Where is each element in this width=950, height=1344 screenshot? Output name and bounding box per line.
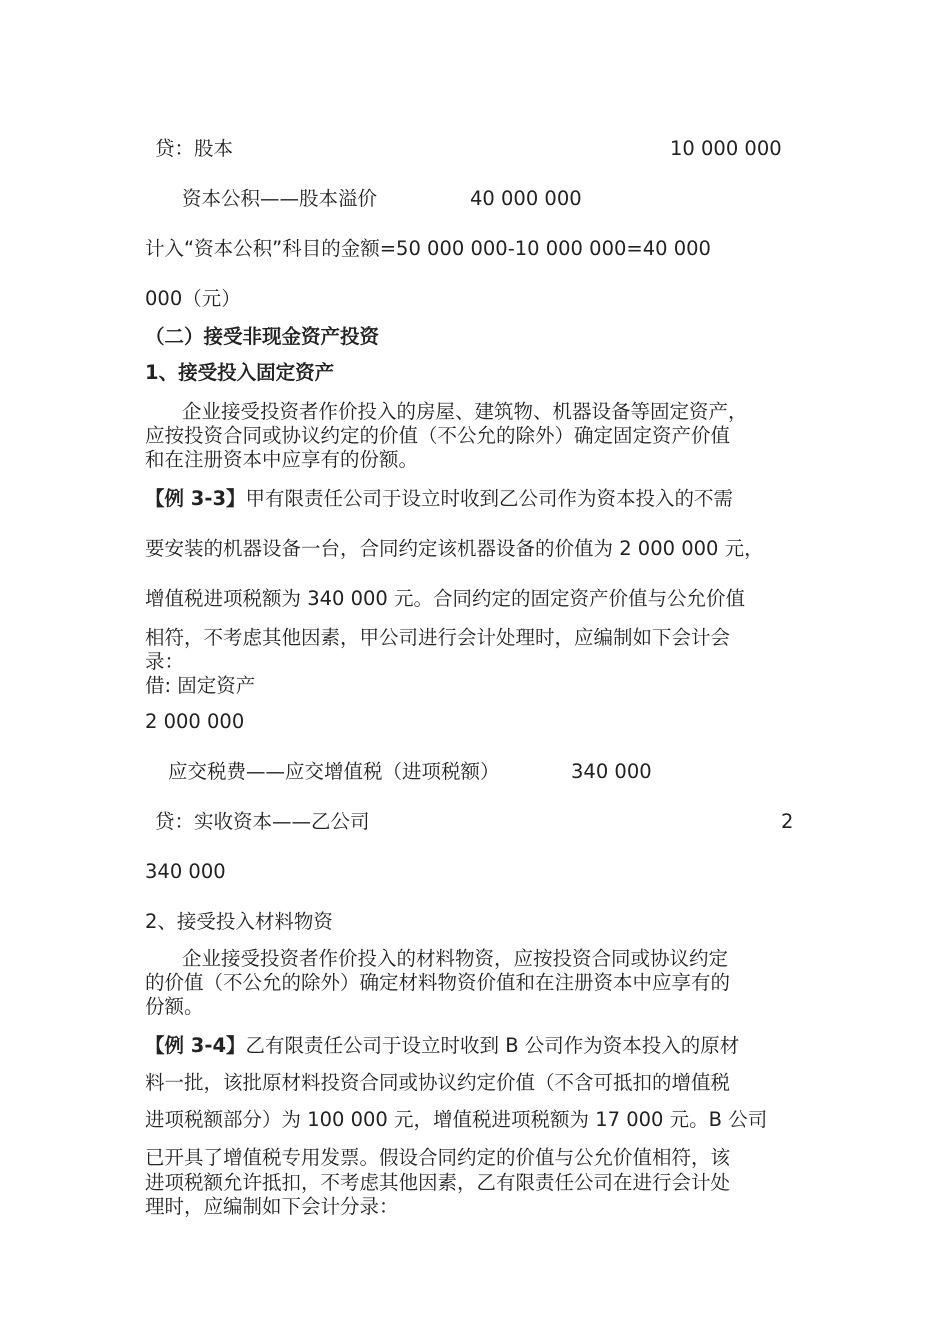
capital-reserve-amount: 40 000 000 xyxy=(470,187,582,210)
paragraph-line: 企业接受投资者作价投入的房屋、建筑物、机器设备等固定资产， xyxy=(182,400,748,423)
example-label: 【例 3-4】 xyxy=(145,1034,246,1057)
example-line: 料一批，该批原材料投资合同或协议约定价值（不含可抵扣的增值税 xyxy=(145,1071,731,1094)
paragraph-line: 份额。 xyxy=(145,995,204,1018)
example-text: 乙有限责任公司于设立时收到 B 公司作为资本投入的原材 xyxy=(245,1034,740,1057)
example-line: 理时，应编制如下会计分录： xyxy=(145,1195,399,1218)
example-text: 甲有限责任公司于设立时收到乙公司作为资本投入的不需 xyxy=(245,487,734,510)
example-paragraph-first-line xyxy=(145,487,733,511)
credit-paid-in-capital-label: 贷：实收资本——乙公司 xyxy=(155,810,370,833)
subsection-heading-fixed-assets: 1、接受投入固定资产 xyxy=(145,361,335,384)
credit-share-capital-label: 贷：股本 xyxy=(155,137,234,160)
debit-fixed-assets-label: 借: 固定资产 xyxy=(145,674,256,697)
example-line: 录： xyxy=(145,650,185,673)
credit-paid-in-capital-amount-part2: 340 000 xyxy=(145,860,226,883)
example-line: 进项税额允许抵扣，不考虑其他因素，乙有限责任公司在进行会计处 xyxy=(145,1171,731,1194)
paragraph-line: 企业接受投资者作价投入的材料物资，应按投资合同或协议约定 xyxy=(182,947,729,970)
example-line: 增值税进项税额为 340 000 元。合同约定的固定资产价值与公允价值 xyxy=(145,587,746,610)
example-line: 要安装的机器设备一台，合同约定该机器设备的价值为 2 000 000 元， xyxy=(145,537,764,560)
section-heading: （二）接受非现金资产投资 xyxy=(145,325,380,348)
example-label: 【例 3-3】 xyxy=(145,487,246,510)
vat-payable-amount: 340 000 xyxy=(571,760,652,783)
subsection-heading-materials: 2、接受投入材料物资 xyxy=(145,910,333,933)
paragraph-line: 和在注册资本中应享有的份额。 xyxy=(145,448,419,471)
example-line: 已开具了增值税专用发票。假设合同约定的价值与公允价值相符，该 xyxy=(145,1146,731,1169)
vat-payable-label: 应交税费——应交增值税（进项税额） xyxy=(168,760,500,783)
example-line: 进项税额部分）为 100 000 元，增值税进项税额为 17 000 元。B 公司 xyxy=(145,1108,768,1131)
paragraph-line: 的价值（不公允的除外）确定材料物资价值和在注册资本中应享有的 xyxy=(145,971,731,994)
credit-paid-in-capital-amount-part1: 2 xyxy=(781,810,794,833)
calculation-line-2: 000（元） xyxy=(145,287,241,310)
paragraph-line: 应按投资合同或协议约定的价值（不公允的除外）确定固定资产价值 xyxy=(145,424,731,447)
example-line: 相符，不考虑其他因素，甲公司进行会计处理时，应编制如下会计会 xyxy=(145,626,731,649)
example-paragraph-first-line xyxy=(145,1034,739,1058)
debit-fixed-assets-amount: 2 000 000 xyxy=(145,710,245,733)
capital-reserve-label: 资本公积——股本溢价 xyxy=(182,187,378,210)
calculation-line-1: 计入“资本公积”科目的金额=50 000 000-10 000 000=40 000 xyxy=(145,237,711,260)
credit-share-capital-amount: 10 000 000 xyxy=(670,137,782,160)
